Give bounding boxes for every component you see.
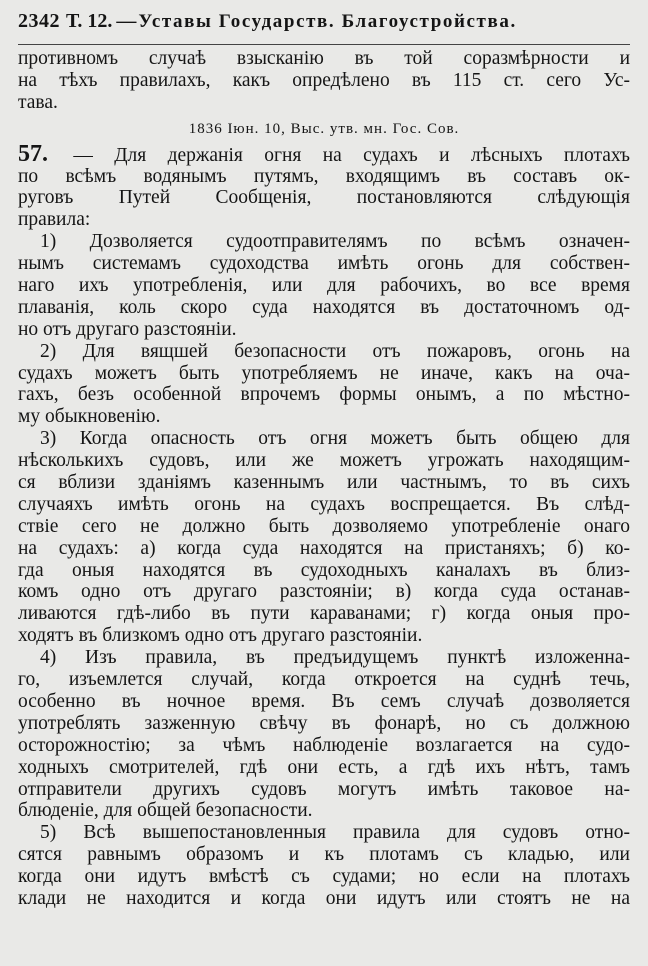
rule-3-line: на судахъ: а) когда суда находятся на пристаняхъ; б) ко- <box>18 537 630 559</box>
header-dash: — <box>116 10 137 32</box>
header-rule <box>18 44 630 45</box>
rule-3-line: гда оныя находятся въ судоходныхъ каналахъ въ близ- <box>18 559 630 581</box>
rule-1-line: нымъ системамъ судоходства имѣть огонь для собствен- <box>18 253 630 275</box>
rule-4-line: осторожностію; за чѣмъ наблюденіе возлагается на судо- <box>18 734 630 756</box>
rule-4-line: го, изъемлется случай, когда откроется на суднѣ течь, <box>18 669 630 691</box>
volume-label: Т. 12. <box>66 10 113 32</box>
page-header <box>18 10 630 38</box>
article-line: по всѣмъ водянымъ путямъ, входящимъ въ составъ ок- <box>18 165 630 187</box>
rule-4-line: употреблять зазженную свѣчу въ фонарѣ, но съ должною <box>18 712 630 734</box>
rule-2-line: гахъ, безъ особенной впрочемъ формы онымъ, а по мѣстно- <box>18 384 630 406</box>
rule-3-line: ствіе сего не должно быть дозволяемо употребленіе онаго <box>18 515 630 537</box>
intro-line: противномъ случаѣ взысканію въ той соразмѣрности и <box>18 48 630 69</box>
rule-1-line: но отъ другаго разстояніи. <box>18 318 237 340</box>
rule-3-line: нѣсколькихъ судовъ, или же можетъ угрожать находящим- <box>18 450 630 472</box>
article-first-line <box>18 144 630 166</box>
rule-1-line: 1) Дозволяется судоотправителямъ по всѣмъ означен- <box>40 231 630 253</box>
rule-4-line: ходныхъ смотрителей, гдѣ они есть, а гдѣ ихъ нѣтъ, тамъ <box>18 756 630 778</box>
rule-3-line: 3) Когда опасность отъ огня можетъ быть общею для <box>40 428 630 450</box>
rule-4-line: 4) Изъ правила, въ предъидущемъ пунктѣ изложенна- <box>40 647 630 669</box>
rule-3-line: ся вблизи зданіямъ казеннымъ или частнымъ, то въ сихъ <box>18 472 630 494</box>
page-body <box>18 48 630 910</box>
rule-2-line: судахъ можетъ быть употребляемъ не иначе, какъ на оча- <box>18 362 630 384</box>
intro-line: тава. <box>18 91 58 113</box>
rule-3-line: ливаются гдѣ-либо въ пути караванами; г) когда оныя про- <box>18 603 630 625</box>
rule-4-line: особенно въ ночное время. Въ семъ случаѣ дозволяется <box>18 690 630 712</box>
rule-4-line: блюденіе, для общей безопасности. <box>18 800 313 822</box>
rule-4-line: отправители другихъ судовъ могутъ имѣть таковое на- <box>18 778 630 800</box>
source-citation: 1836 Іюн. 10, Выс. утв. мн. Гос. Сов. <box>188 120 460 137</box>
rule-1-line: плаванія, коль скоро суда находятся въ достаточномъ од- <box>18 296 630 318</box>
intro-line: на тѣхъ правилахъ, какъ опредѣлено въ 115 ст. сего Ус- <box>18 69 630 91</box>
article-line: руговъ Путей Сообщенія, постановляются слѣдующія <box>18 187 630 209</box>
article-number: 57. <box>18 143 48 166</box>
rule-5-line: 5) Всѣ вышепостановленныя правила для судовъ отно- <box>40 822 630 844</box>
article-line: правила: <box>18 209 91 231</box>
rule-3-line: комъ одно отъ другаго разстояніи; в) когда суда останав- <box>18 581 630 603</box>
rule-2-line: му обыкновенію. <box>18 406 161 428</box>
rule-5-line: сятся равнымъ образомъ и къ плотамъ съ кладью, или <box>18 844 630 866</box>
rule-3-line: ходятъ въ близкомъ одно отъ другаго разстояніи. <box>18 625 423 647</box>
page-number: 2342 <box>18 10 60 32</box>
article-heading-text: — Для держанія огня на судахъ и лѣсныхъ плотахъ <box>73 144 630 166</box>
rule-3-line: случаяхъ имѣть огонь на судахъ воспрещается. Въ слѣд- <box>18 493 630 515</box>
rule-5-line: клади не находится и когда они идутъ или стоятъ не на <box>18 887 630 909</box>
rule-5-line: когда они идутъ вмѣстѣ съ судами; но если на плотахъ <box>18 866 630 888</box>
rule-1-line: наго ихъ употребленія, или для рабочихъ, во все время <box>18 275 630 297</box>
rule-2-line: 2) Для вящшей безопасности отъ пожаровъ, огонь на <box>40 340 630 362</box>
running-title: Уставы Государств. Благоустройства. <box>138 11 517 32</box>
